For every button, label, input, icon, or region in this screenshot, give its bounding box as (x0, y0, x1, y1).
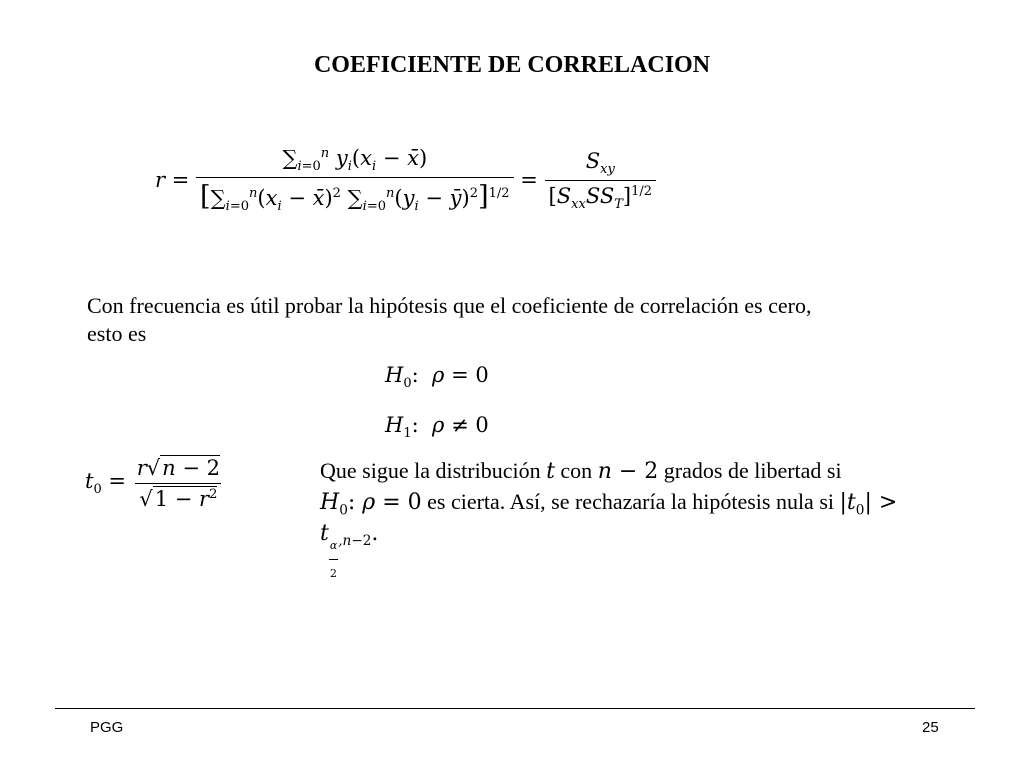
footer-label: PGG (90, 719, 124, 736)
null-hypothesis: $H_0$: ρ = 0 (385, 363, 489, 392)
explanation-line-3: t $_{\frac{\alpha}{2} ,n-2}$. (320, 520, 378, 587)
intro-line-1: Con frecuencia es útil probar la hipótesis que el coeficiente de correlación es cero, (87, 293, 812, 318)
explanation-line-2: $H_0$: ρ = 0 es cierta. Así, se rechazaría la hipótesis nula si $|t_0|$ > (320, 489, 898, 519)
page-number: 25 (922, 719, 939, 736)
explanation-line-1: Que sigue la distribución t con n − 2 grados de libertad si (320, 458, 842, 484)
footer-divider (55, 708, 975, 709)
slide-title: COEFICIENTE DE CORRELACION (313, 52, 711, 78)
t-statistic-formula: $t_0$ = $\frac{r√n - 2}{√1 - r^2}$ (85, 456, 220, 511)
intro-line-2: esto es (87, 321, 147, 346)
alternative-hypothesis: $H_1$: ρ ≠ 0 (385, 413, 489, 442)
correlation-formula: r = $\frac{\sum_{i=0}^n y_i(x_i - x̄)}{[\sum_{i=0}^n(x_i - x̄)^2 \sum_{i=0}^n(y_i - ȳ)^2]^{1/2}}$ = $\frac{S_{xy}}{[S_{xx}SS_T]^{1/2}}$ (155, 146, 656, 214)
